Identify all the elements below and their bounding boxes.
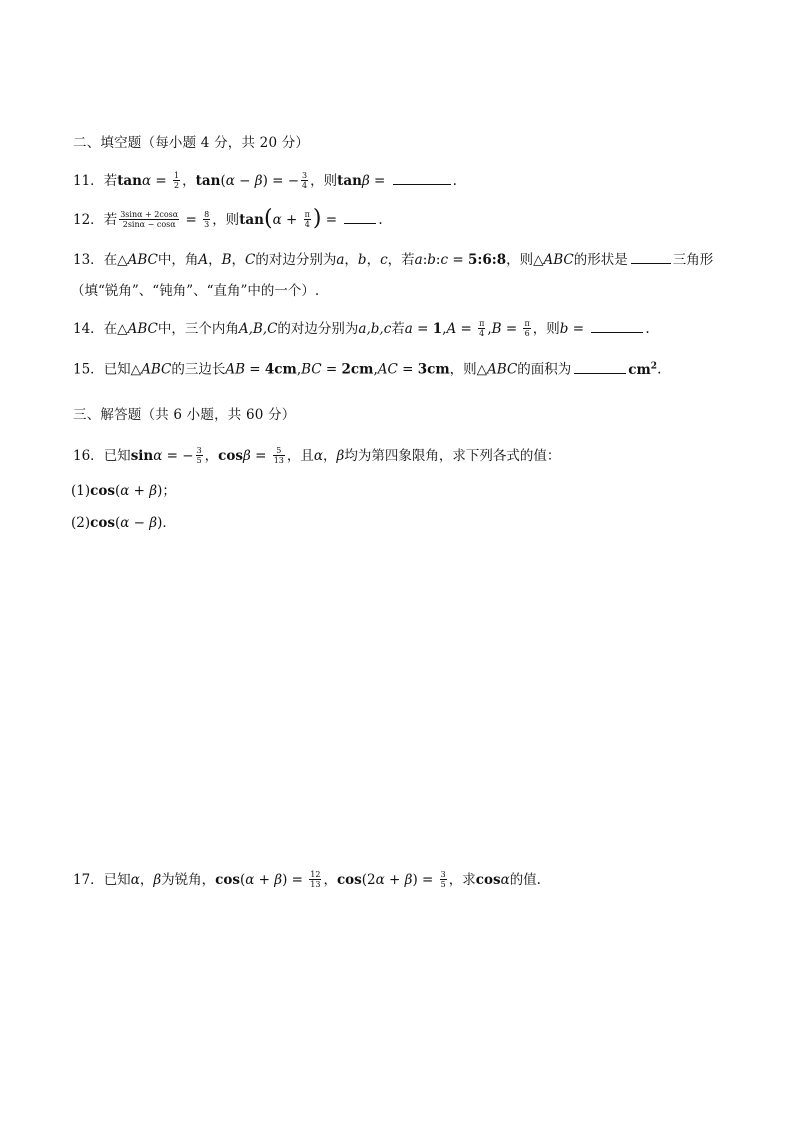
question-number: 14． xyxy=(73,321,104,337)
fraction: $\frac{5}{13}$ xyxy=(273,446,284,465)
question-16-part-2: (2)cos(α − β)． xyxy=(71,515,176,531)
section-heading-solve xyxy=(73,405,295,425)
answer-blank[interactable] xyxy=(631,251,671,264)
question-16: 16．已知sinα = − $\frac{3}{5}$ ，cosβ = $\frac{5}{13}$ ，且α，β均为第四象限角，求下列各式的值： xyxy=(73,446,561,465)
fraction: $\frac{3}{4}$ xyxy=(302,171,308,190)
fraction: $\frac{3\sin\alpha + 2\cos\alpha}{2\sin\alpha - \cos\alpha}$ xyxy=(120,210,179,229)
question-13-note: （填“锐角”、“钝角”、“直角”中的一个）. xyxy=(71,283,320,299)
question-17: 17．已知α，β为锐角，cos(α + β) = $\frac{12}{13}$ ，cos(2α + β) = $\frac{3}{5}$ ，求cosα的值. xyxy=(73,870,541,889)
section-heading-fill-in xyxy=(73,133,309,153)
question-14: 14．在△ABC中，三个内角A,B,C的对边分别为a,b,c若a = 1,A = $\frac{\pi}{4}$ ,B = $\frac{\pi}{6}$ ，则b = . xyxy=(73,319,650,338)
fraction: $\frac{8}{3}$ xyxy=(204,210,210,229)
fraction: $\frac{\pi}{4}$ xyxy=(304,210,310,229)
answer-blank[interactable] xyxy=(574,361,626,374)
fraction: $\frac{12}{13}$ xyxy=(310,870,321,889)
question-number: 16． xyxy=(73,448,104,464)
fraction: $\frac{3}{5}$ xyxy=(440,870,446,889)
question-number: 13． xyxy=(73,252,104,268)
question-12: 12．若 $\frac{3\sin\alpha + 2\cos\alpha}{2\sin\alpha - \cos\alpha}$ = $\frac{8}{3}$ ，则tan(α + $\frac{\pi}{4}$ ) = . xyxy=(73,205,383,231)
answer-blank[interactable] xyxy=(591,320,643,333)
section-3-title: 三、解答题（共 6 小题，共 60 分） xyxy=(73,407,296,423)
question-number: 15． xyxy=(73,361,104,378)
fraction: $\frac{3}{5}$ xyxy=(196,446,202,465)
section-2-title: 二、填空题（每小题 4 分，共 20 分） xyxy=(73,135,310,151)
answer-blank[interactable] xyxy=(344,211,376,224)
question-15: 15．已知△ABC的三边长AB = 4cm,BC = 2cm,AC = 3cm，则△ABC的面积为 $cm^2$. xyxy=(73,361,662,378)
question-16-part-1: (1)cos(α + β)； xyxy=(71,483,176,499)
question-13: 13．在△ABC中，角A，B，C的对边分别为a，b，c，若a:b:c = 5:6:8，则△ABC的形状是 三角形 xyxy=(73,252,714,268)
question-13-continuation xyxy=(71,281,319,301)
question-number: 17． xyxy=(73,872,104,888)
fraction: $\frac{1}{2}$ xyxy=(174,171,180,190)
fraction: $\frac{\pi}{6}$ xyxy=(524,319,530,338)
question-11: 11．若tanα = $\frac{1}{2}$ ，tan(α − β) = − $\frac{3}{4}$ ，则tanβ = . xyxy=(73,171,457,190)
question-number: 11． xyxy=(73,173,104,189)
answer-blank[interactable] xyxy=(393,172,451,185)
question-number: 12． xyxy=(73,212,104,228)
fraction: $\frac{\pi}{4}$ xyxy=(479,319,485,338)
